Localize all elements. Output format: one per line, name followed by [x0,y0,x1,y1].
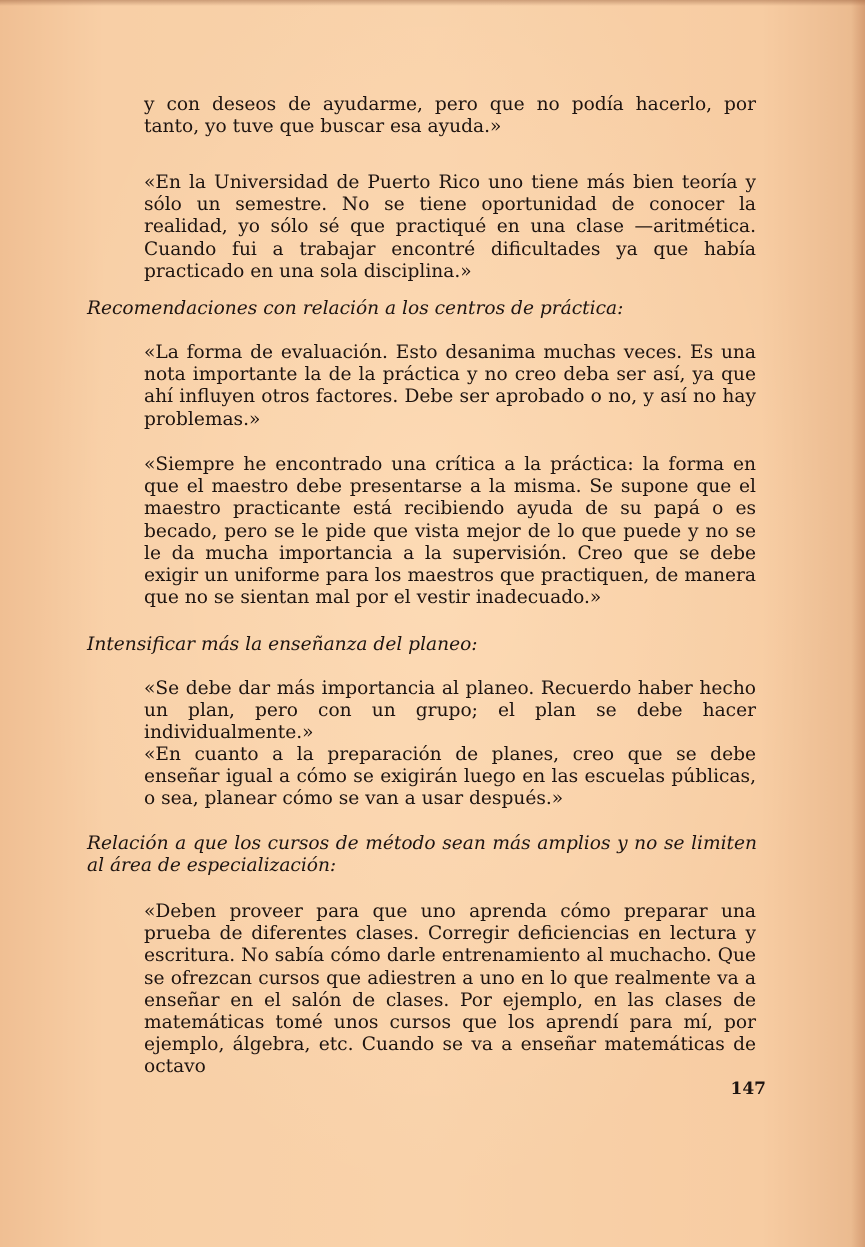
quote-paragraph: «Siempre he encontrado una crítica a la práctica: la forma en que el maestro debe presentarse a la misma. Se supone que el maestro practicante está recibiendo ayuda de su papá o es becado, pero se le pide que vista mejor de lo que puede y no se le da mucha importancia a la supervisión. Creo que se debe exigir un uniforme para los maestros que practiquen, de manera que no se sientan mal por el vestir inadecuado.» [144,454,756,609]
section-heading: Intensificar más la enseñanza del planeo: [87,634,478,655]
page-right-shadow [851,0,865,1247]
quote-paragraph: «En la Universidad de Puerto Rico uno tiene más bien teoría y sólo un semestre. No se tiene oportunidad de conocer la realidad, yo sólo sé que practiqué en una clase —aritmética. Cuando fui a trabajar encontré dificultades ya que había practicado en una sola disciplina.» [144,172,756,282]
section-heading: Recomendaciones con relación a los centros de práctica: [87,298,624,319]
page-top-shadow [0,0,865,6]
quote-paragraph: y con deseos de ayudarme, pero que no podía hacerlo, por tanto, yo tuve que buscar esa ayuda.» [144,94,756,138]
quote-paragraph: «Deben proveer para que uno aprenda cómo preparar una prueba de diferentes clases. Corregir deficiencias en lectura y escritura. No sabía cómo darle entrenamiento al muchacho. Que se ofrezcan cursos que adiestren a uno en lo que realmente va a enseñar en el salón de clases. Por ejemplo, en las clases de matemáticas tomé unos cursos que los aprendí para mí, por ejemplo, álgebra, etc. Cuando se va a enseñar matemáticas de octavo [144,901,756,1078]
page-number: 147 [730,1079,766,1099]
quote-paragraph: «La forma de evaluación. Esto desanima muchas veces. Es una nota importante la de la práctica y no creo deba ser así, ya que ahí influyen otros factores. Debe ser aprobado o no, y así no hay problemas.» [144,342,756,430]
section-heading: Relación a que los cursos de método sean más amplios y no se limiten al área de especialización: [87,833,757,877]
quote-paragraph: «Se debe dar más importancia al planeo. Recuerdo haber hecho un plan, pero con un grupo; el plan se debe hacer individualmente.» [144,678,756,744]
quote-paragraph: «En cuanto a la preparación de planes, creo que se debe enseñar igual a cómo se exigirán luego en las escuelas públicas, o sea, planear cómo se van a usar después.» [144,744,756,810]
